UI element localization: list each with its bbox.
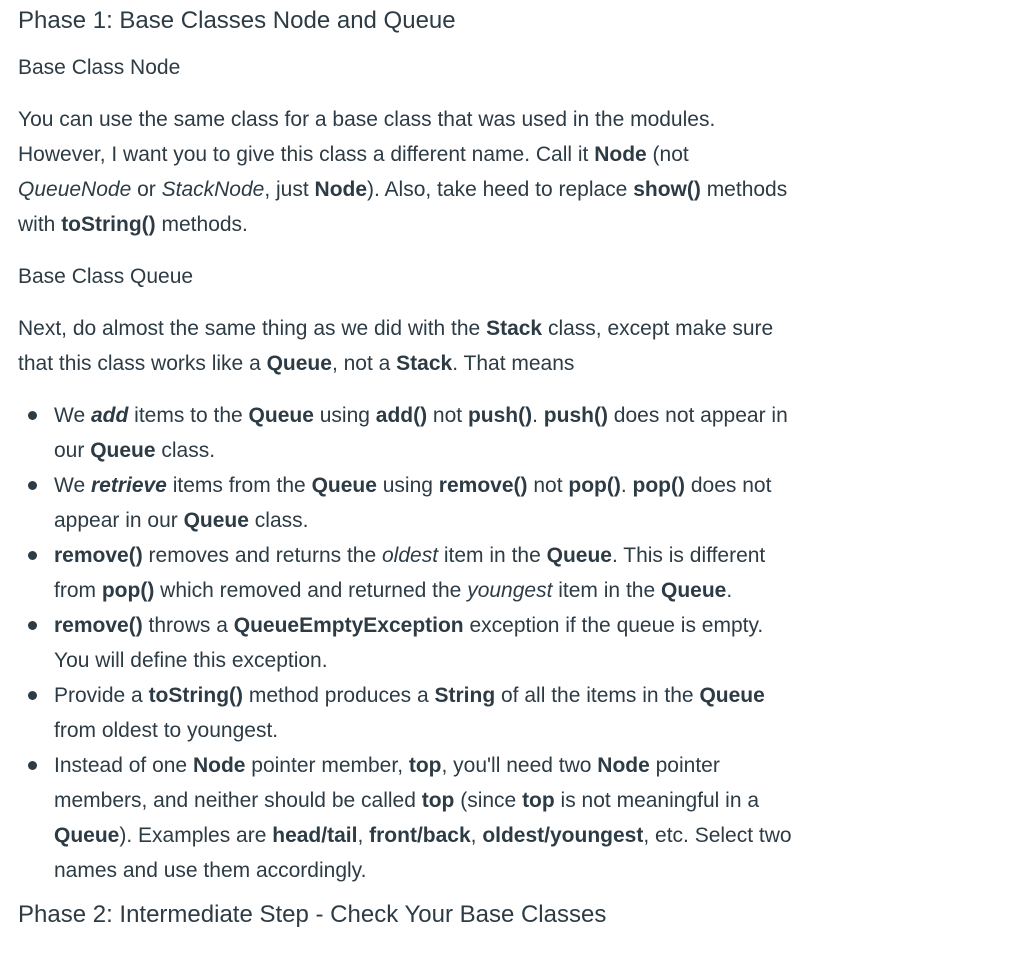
node-para-line-2: However, I want you to give this class a different name. Call it Node (not: [18, 143, 689, 166]
list-item: Instead of one Node pointer member, top, you'll need two Node pointer members, and neither should be called top (since top is not meaningful in a Queue). Examples are head/tail, front/back, oldest/youngest, etc. Select two names and use them accordingly.: [18, 748, 898, 888]
node-para-line-1: You can use the same class for a base class that was used in the modules.: [18, 108, 716, 131]
bullet-dot: [28, 761, 37, 770]
queue-section-heading: Base Class Queue: [18, 265, 194, 288]
phase2-heading: Phase 2: Intermediate Step - Check Your Base Classes: [18, 901, 607, 928]
bullet-dot: [28, 411, 37, 420]
queue-para-line-1: Next, do almost the same thing as we did with the Stack class, except make sure: [18, 317, 774, 340]
queue-paragraph: [18, 311, 878, 381]
bullet-dot: [28, 481, 37, 490]
node-paragraph: [18, 102, 878, 242]
bullet-dot: [28, 621, 37, 630]
bullet-dot: [28, 551, 37, 560]
bullet-dot: [28, 691, 37, 700]
list-item: Provide a toString() method produces a String of all the items in the Queue from oldest to youngest.: [18, 678, 898, 748]
list-item: We retrieve items from the Queue using remove() not pop(). pop() does not appear in our Queue class.: [18, 468, 898, 538]
requirements-list: [18, 398, 898, 888]
queue-para-line-2: that this class works like a Queue, not a Stack. That means: [18, 352, 575, 375]
node-para-line-4: with toString() methods.: [18, 213, 248, 236]
list-item: remove() removes and returns the oldest item in the Queue. This is different from pop() which removed and returned the youngest item in the Queue.: [18, 538, 898, 608]
node-section-heading: Base Class Node: [18, 56, 181, 79]
list-item: remove() throws a QueueEmptyException exception if the queue is empty. You will define this exception.: [18, 608, 898, 678]
node-para-line-3: QueueNode or StackNode, just Node). Also, take heed to replace show() methods: [18, 178, 788, 201]
list-item: We add items to the Queue using add() not push(). push() does not appear in our Queue class.: [18, 398, 898, 468]
phase1-heading: Phase 1: Base Classes Node and Queue: [18, 7, 456, 34]
